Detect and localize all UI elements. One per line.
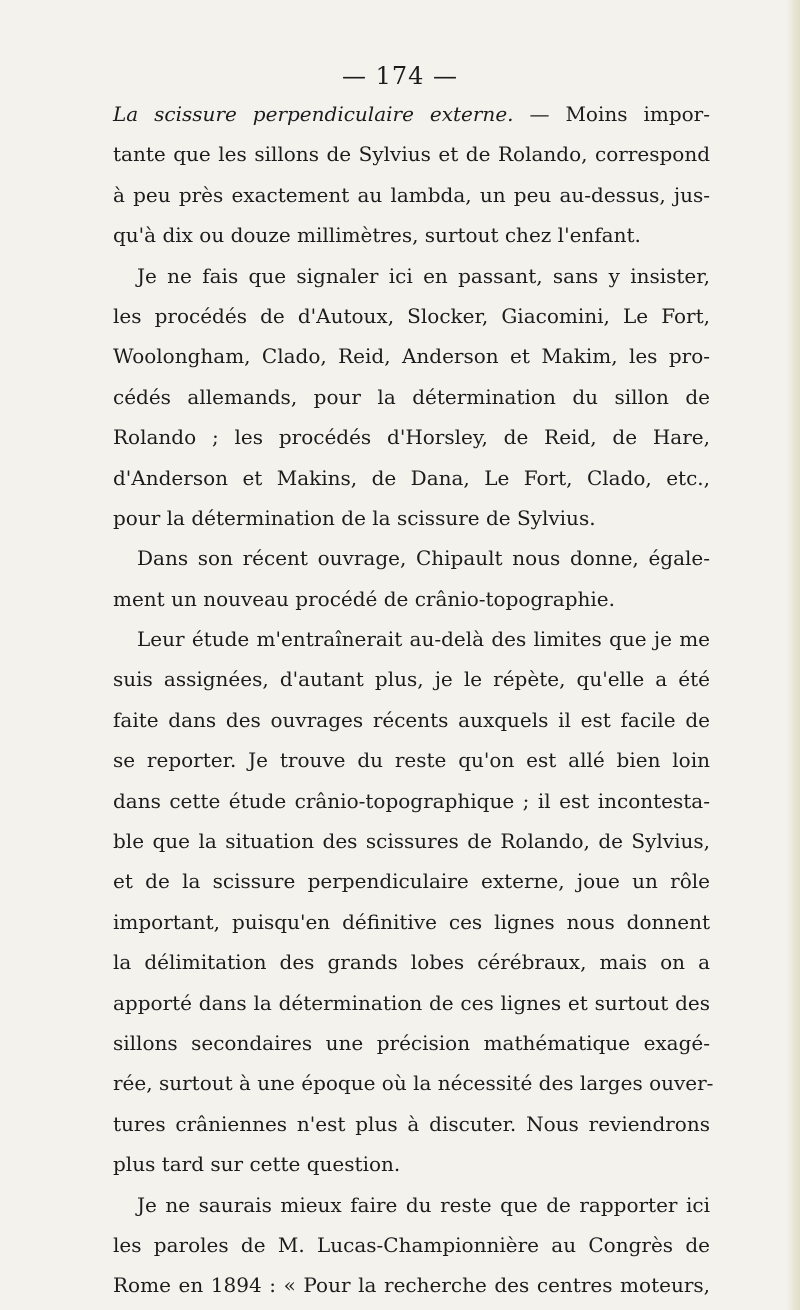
text-line: d'Anderson et Makins, de Dana, Le Fort, Clado, etc.,: [113, 465, 710, 490]
text-line: plus tard sur cette question.: [113, 1152, 401, 1177]
text-line: se reporter. Je trouve du reste qu'on est allé bien loin: [113, 748, 710, 773]
text-line: La scissure perpendiculaire externe. — Moins impor-: [113, 102, 710, 126]
page-edge-shadow: [786, 0, 800, 1310]
text-line: important, puisqu'en définitive ces lignes nous donnent: [113, 909, 710, 934]
text-line: à peu près exactement au lambda, un peu au-dessus, jus-: [113, 182, 710, 207]
text-line: cédés allemands, pour la détermination du sillon de: [113, 384, 710, 409]
text-line: apporté dans la détermination de ces lignes et surtout des: [113, 990, 710, 1015]
text-line: les paroles de M. Lucas-Championnière au Congrès de: [113, 1232, 710, 1257]
text-line: qu'à dix ou douze millimètres, surtout chez l'enfant.: [113, 223, 641, 248]
text-line: ment un nouveau procédé de crânio-topographie.: [113, 586, 615, 611]
text-line: et de la scissure perpendiculaire externe, joue un rôle: [113, 869, 710, 894]
text-line: Je ne fais que signaler ici en passant, sans y insister,: [137, 263, 710, 288]
text-line: les procédés de d'Autoux, Slocker, Giacomini, Le Fort,: [113, 303, 710, 328]
text-line: faite dans des ouvrages récents auxquels il est facile de: [113, 707, 710, 732]
text-line: Leur étude m'entraînerait au-delà des limites que je me: [137, 627, 710, 652]
section-heading: La scissure perpendiculaire externe.: [113, 102, 514, 126]
text-line: pour la détermination de la scissure de Sylvius.: [113, 505, 596, 530]
text-line: rée, surtout à une époque où la nécessité des larges ouver-: [113, 1071, 714, 1096]
page-number: — 174 —: [341, 62, 459, 90]
text-line: Rolando ; les procédés d'Horsley, de Reid, de Hare,: [113, 425, 710, 450]
text-line: Dans son récent ouvrage, Chipault nous donne, égale-: [137, 546, 710, 571]
text-line: la délimitation des grands lobes cérébraux, mais on a: [113, 950, 710, 975]
text-line: Je ne saurais mieux faire du reste que de rapporter ici: [137, 1192, 710, 1217]
text-line: Woolongham, Clado, Reid, Anderson et Makim, les pro-: [113, 344, 710, 369]
text-line: sillons secondaires une précision mathématique exagé-: [113, 1030, 710, 1055]
text-line: ble que la situation des scissures de Rolando, de Sylvius,: [113, 829, 710, 854]
text-line: dans cette étude crânio-topographique ; il est incontesta-: [113, 788, 710, 813]
body-text: [113, 94, 714, 1306]
text-line: tante que les sillons de Sylvius et de Rolando, correspond: [113, 142, 710, 167]
text-line: suis assignées, d'autant plus, je le répète, qu'elle a été: [113, 667, 710, 692]
text-line: Rome en 1894 : « Pour la recherche des centres moteurs,: [113, 1273, 710, 1298]
text-line: tures crâniennes n'est plus à discuter. Nous reviendrons: [113, 1111, 710, 1136]
